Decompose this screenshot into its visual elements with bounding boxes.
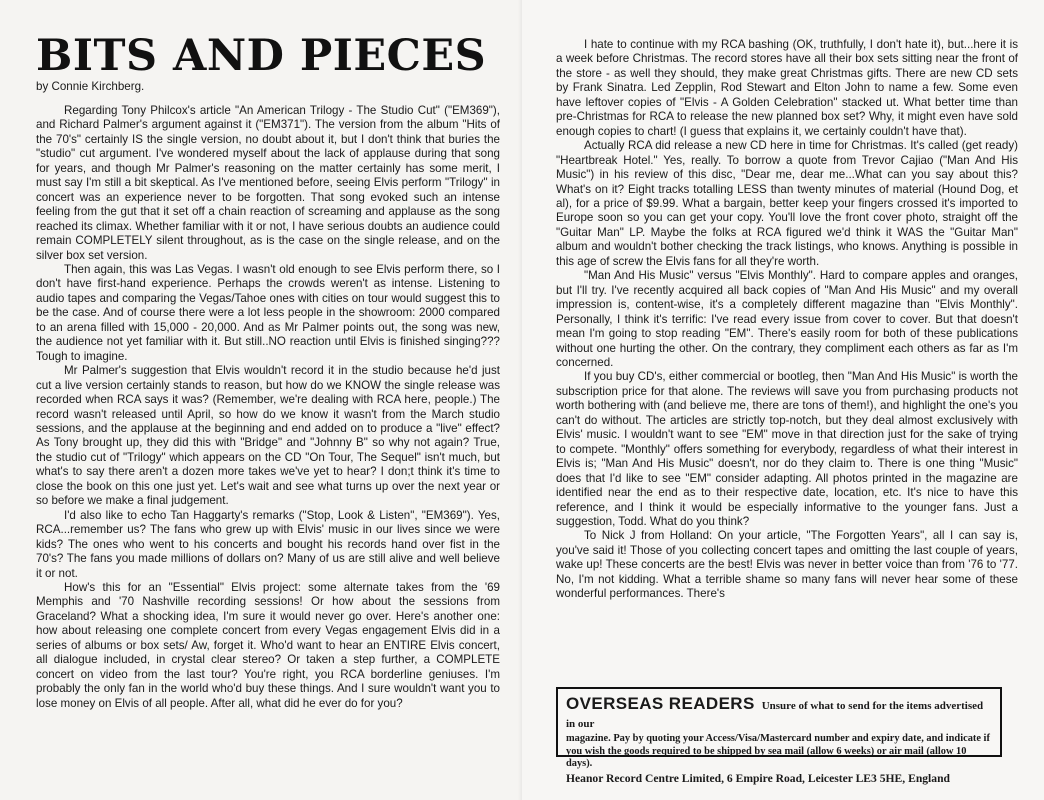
overseas-readers-ad: [556, 687, 1002, 785]
paragraph: How's this for an "Essential" Elvis project: some alternate takes from the '69 Memphis and '70 Nashville recording sessions! Or how about the sessions from Graceland? What a shocking idea, I'm sure it would never go over. Here's another one: how about releasing one complete concert from every Vegas engagement Elvis did in a series of albums or box sets/ Aw, forget it. Who'd want to hear an ENTIRE Elvis concert, all dialogue included, in crystal clear stereo? Or taken a step further, a COMPLETE concert on video from the last tour? You're right, you RCA borderline geniuses. I'm probably the only fan in the world who'd buy these things. And I sure wouldn't want you to lose money on Elvis of all people. After all, what did he ever do for you?: [36, 580, 500, 710]
paragraph: Then again, this was Las Vegas. I wasn't old enough to see Elvis perform there, so I don't have first-hand experience. Perhaps the crowds weren't as intense. Listening to audio tapes and comparing the Vegas/Tahoe ones with cities on tour would suggest this to be the case. And of course there were a lot less people in the showroom: 2000 compared to an arena filled with 15,000 - 20,000. And as Mr Palmer points out, the song was new, the audience not yet familiar with it. But still..NO reaction until Elvis is finished singing??? Tough to imagine.: [36, 262, 500, 363]
article-byline: by Connie Kirchberg.: [36, 80, 145, 93]
paragraph: Regarding Tony Philcox's article "An American Trilogy - The Studio Cut" ("EM369"), and Richard Palmer's argument against it ("EM371"). The version from the album "Hits of the 70's" certainly IS the single version, no doubt about it, but I don't think that buries the "studio" cut argument. I've wondered myself about the lack of applause during that song for years, and though Mr Palmer's reasoning on the matter certainly has some merit, I must say I'm still a bit skeptical. As I've mentioned before, seeing Elvis perform "Trilogy" in concert was an experience never to be forgotten. That song evoked such an intense feeling from the gut that it set off a chain reaction of screaming and applause as the song reached its climax. Whether familiar with it or not, I have serious doubts an audience could remain COMPLETELY silent throughout, as is the case on the single release, and on the silver box set version.: [36, 104, 500, 262]
paragraph: Mr Palmer's suggestion that Elvis wouldn't record it in the studio because he'd just cut a live version certainly stands to reason, but how do we KNOW the single release was recorded when RCA says it was? (Remember, we're dealing with RCA here, people.) The record wasn't released until April, so how do we know it wasn't from the March studio sessions, and the applause at the beginning and end added on to produce a "live" effect? As Tony brought up, they did this with "Bridge" and "Johnny B" so why not again? True, the studio cut of "Trilogy" which appears on the CD "On Tour, The Sequel" isn't much, but what's to say there aren't a dozen more takes we've yet to hear? I don;t think it's time to close the book on this one just yet. Let's wait and see what turns up over the next year or so before we make a final judgement.: [36, 364, 500, 508]
article-title: BITS AND PIECES: [36, 31, 487, 81]
ad-intro: Unsure of what to send for the items advertised in our: [566, 700, 984, 730]
paragraph: To Nick J from Holland: On your article, "The Forgotten Years", all I can say is, you've said it! Those of you collecting concert tapes and omitting the last couple of years, wake up! These concerts are the best! Elvis was never in better voice than from '76 to '77. No, I'm not kidding. What a terrible shame so many fans will never hear some of these wonderful performances. There's: [556, 529, 1018, 601]
ad-body: magazine. Pay by quoting your Access/Visa/Mastercard number and expiry date, and indicate if you wish the goods required to be shipped by sea mail (allow 6 weeks) or air mail (allow 10 days).: [566, 733, 990, 769]
paragraph: I'd also like to echo Tan Haggarty's remarks ("Stop, Look & Listen", "EM369"). Yes, RCA...remember us? The fans who grew up with Elvis' music in our lives since we were kids? The ones who went to his concerts and bought his records hand over fist in the 70's? The fans you made millions of dollars on? Many of us are still alive and well believe it or not.: [36, 508, 500, 580]
ad-address: Heanor Record Centre Limited, 6 Empire Road, Leicester LE3 5HE, England: [566, 771, 950, 785]
paragraph: Actually RCA did release a new CD here in time for Christmas. It's called (get ready) "Heartbreak Hotel." Yes, really. To borrow a quote from Trevor Cajiao ("Man And His Music") in his review of this disc, "Dear me, dear me...What can you say about this? What's on it? Eight tracks totalling LESS than twenty minutes of material (Hound Dog, et al), for a price of $9.99. What a bargain, better keep your fingers crossed it's imported to Europe soon so you can get your copy. You'll love the front cover photo, straight off the "Guitar Man" LP. Maybe the folks at RCA figured we'd think it WAS the "Guitar Man" album and wouldn't bother checking the track listings, who knows. Anything is possible in this age of screw the Elvis fans for all they're worth.: [556, 139, 1018, 268]
paragraph: "Man And His Music" versus "Elvis Monthly". Hard to compare apples and oranges, but I'll try. I've recently acquired all back copies of "Man And His Music" and my overall impression is, content-wise, it's a completely different magazine than "Elvis Monthly". Personally, I think it's terrific: I've read every issue from cover to cover. But that doesn't mean I'm going to stop reading "EM". There's easily room for both of these publications without one hurting the other. On the contrary, they compliment each others as far as I'm concerned.: [556, 269, 1018, 369]
paragraph: I hate to continue with my RCA bashing (OK, truthfully, I don't hate it), but...here it is a week before Christmas. The record stores have all their box sets sitting near the front of the store - as well they should, they make great Christmas gifts. There are new CD sets by Frank Sinatra. Led Zepplin, Rod Stewart and Elton John to name a few. Some even have leftover copies of "Elvis - A Golden Celebration" stacked ut. What better time than pre-Christmas for RCA to release the new planned box set? Why, it might even have sold enough copies to chart! (I guess that explains it, we certainly couldn't have that).: [556, 38, 1018, 138]
left-column: [36, 104, 500, 711]
ad-heading: OVERSEAS READERS: [566, 694, 755, 713]
paragraph: If you buy CD's, either commercial or bootleg, then "Man And His Music" is worth the subscription price for that alone. The reviews will save you from purchasing products not worth bothering with (and believe me, there are tons of them!), and highlight the one's you can't do without. The articles are strictly top-notch, but they deal almost exclusively with Elvis' music. I wouldn't want to see "EM" move in that direction just for the sake of trying to compete. "Monthly" offers something for everybody, regardless of what their interest in Elvis is; "Man And His Music" doesn't, nor do they claim to. There is one thing "Music" does that I'd like to see "EM" consider adapting. All photos printed in the magazine are identified near the end as to their respective date, location, etc. It's nice to have this reference, and I think it would be especially informative to the younger fans. Just a suggestion, Todd. What do you think?: [556, 370, 1018, 528]
right-column: [556, 38, 1018, 602]
right-page: [522, 0, 1044, 800]
